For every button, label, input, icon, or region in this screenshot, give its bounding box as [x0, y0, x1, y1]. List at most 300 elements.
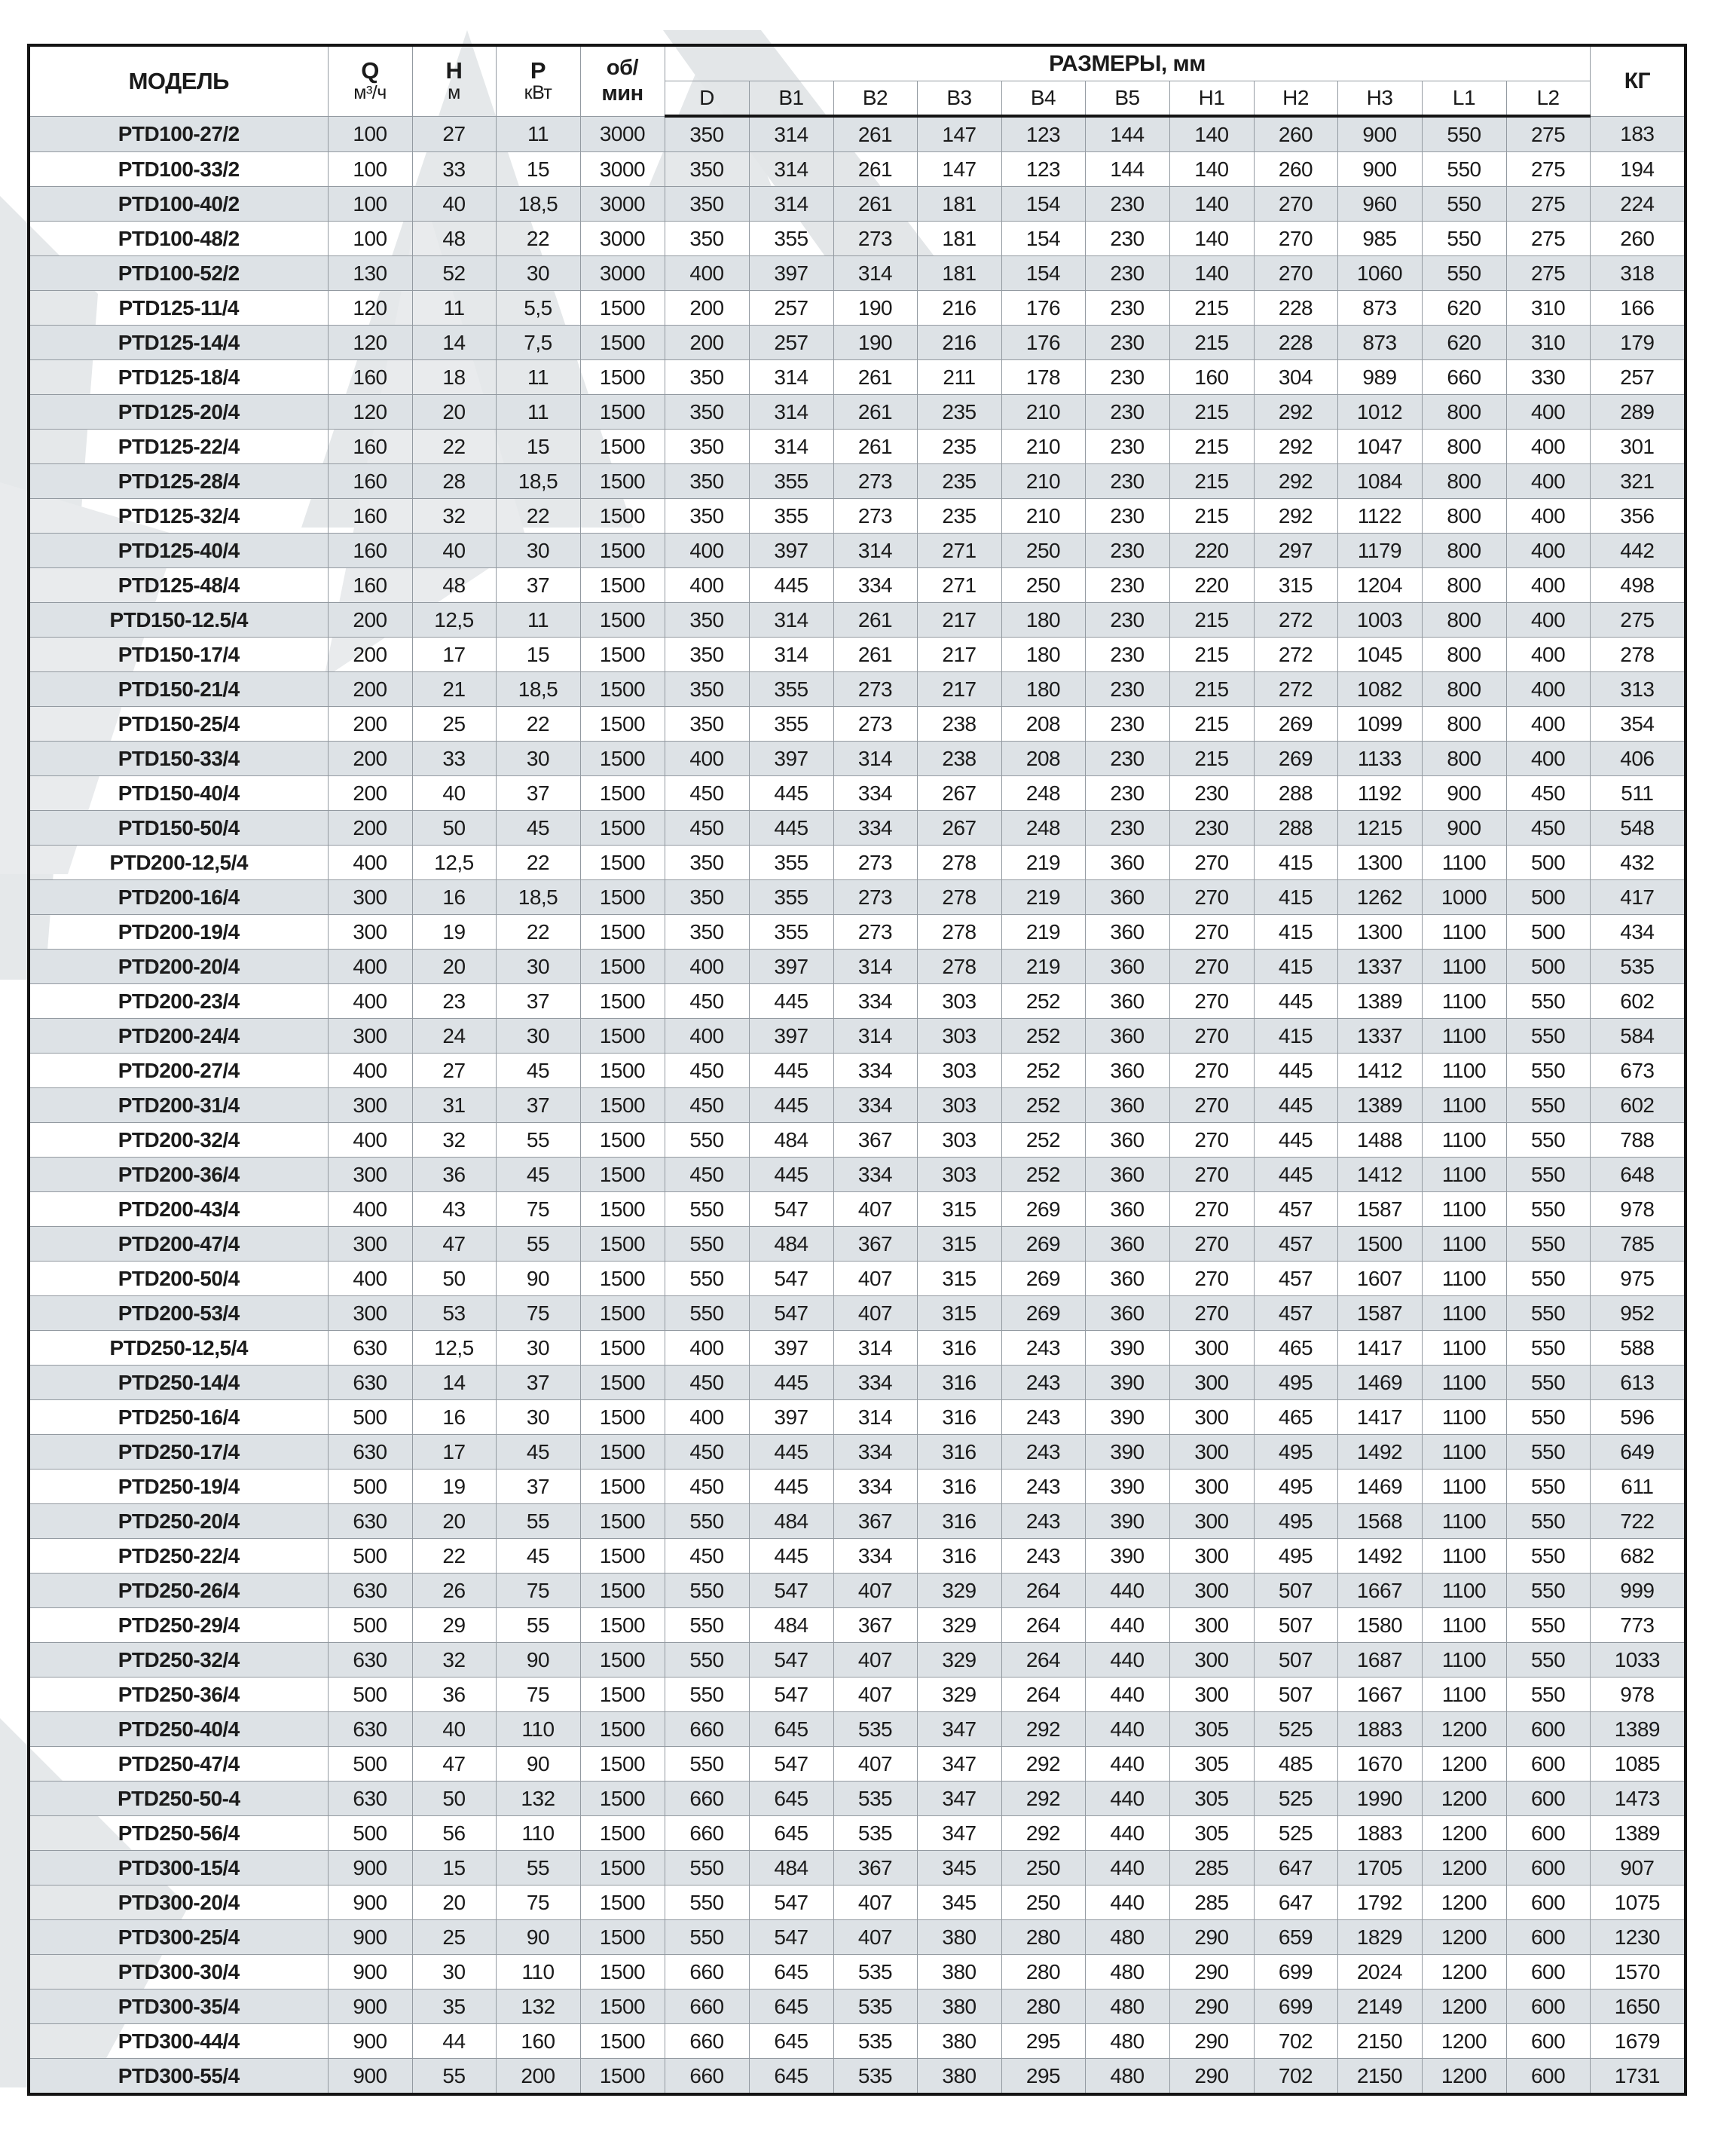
value-cell: 217 — [917, 603, 1001, 638]
value-cell: 176 — [1001, 326, 1085, 360]
value-cell: 445 — [1254, 1054, 1337, 1088]
value-cell: 334 — [833, 1088, 917, 1123]
value-cell: 269 — [1254, 707, 1337, 742]
model-cell: PTD200-36/4 — [29, 1158, 328, 1192]
value-cell: 210 — [1001, 395, 1085, 430]
model-cell: PTD200-47/4 — [29, 1227, 328, 1262]
value-cell: 355 — [749, 464, 833, 499]
value-cell: 347 — [917, 1747, 1001, 1782]
value-cell: 1200 — [1422, 1712, 1506, 1747]
value-cell: 400 — [1506, 638, 1590, 672]
value-cell: 248 — [1001, 811, 1085, 846]
value-cell: 230 — [1085, 811, 1169, 846]
value-cell: 450 — [1506, 811, 1590, 846]
value-cell: 367 — [833, 1123, 917, 1158]
value-cell: 230 — [1085, 187, 1169, 222]
model-cell: PTD100-52/2 — [29, 256, 328, 291]
value-cell: 45 — [496, 1539, 580, 1574]
value-cell: 406 — [1590, 742, 1686, 776]
value-cell: 224 — [1590, 187, 1686, 222]
value-cell: 500 — [328, 1678, 412, 1712]
value-cell: 400 — [665, 1019, 749, 1054]
value-cell: 37 — [496, 1088, 580, 1123]
table-row — [29, 256, 1686, 291]
value-cell: 1033 — [1590, 1643, 1686, 1678]
value-cell: 315 — [1254, 568, 1337, 603]
value-cell: 900 — [328, 2024, 412, 2059]
value-cell: 235 — [917, 499, 1001, 534]
value-cell: 300 — [328, 1296, 412, 1331]
value-cell: 20 — [412, 1504, 496, 1539]
value-cell: 278 — [917, 846, 1001, 880]
table-row — [29, 1331, 1686, 1366]
table-row — [29, 811, 1686, 846]
value-cell: 1500 — [580, 1435, 665, 1470]
value-cell: 397 — [749, 1019, 833, 1054]
value-cell: 230 — [1169, 811, 1254, 846]
value-cell: 434 — [1590, 915, 1686, 950]
value-cell: 800 — [1422, 603, 1506, 638]
value-cell: 1300 — [1337, 846, 1422, 880]
value-cell: 390 — [1085, 1400, 1169, 1435]
table-row — [29, 1608, 1686, 1643]
value-cell: 480 — [1085, 2024, 1169, 2059]
value-cell: 900 — [328, 1989, 412, 2024]
value-cell: 25 — [412, 1920, 496, 1955]
value-cell: 1337 — [1337, 950, 1422, 984]
value-cell: 90 — [496, 1747, 580, 1782]
model-cell: PTD100-33/2 — [29, 152, 328, 187]
value-cell: 330 — [1506, 360, 1590, 395]
value-cell: 45 — [496, 1054, 580, 1088]
value-cell: 160 — [496, 2024, 580, 2059]
value-cell: 300 — [1169, 1366, 1254, 1400]
value-cell: 300 — [328, 1019, 412, 1054]
value-cell: 75 — [496, 1296, 580, 1331]
table-row — [29, 222, 1686, 256]
value-cell: 300 — [1169, 1435, 1254, 1470]
value-cell: 550 — [1506, 1262, 1590, 1296]
model-cell: PTD125-18/4 — [29, 360, 328, 395]
value-cell: 660 — [665, 1712, 749, 1747]
value-cell: 1100 — [1422, 1643, 1506, 1678]
table-row — [29, 1296, 1686, 1331]
value-cell: 260 — [1590, 222, 1686, 256]
value-cell: 660 — [665, 1782, 749, 1816]
value-cell: 2150 — [1337, 2059, 1422, 2095]
value-cell: 1389 — [1337, 984, 1422, 1019]
value-cell: 160 — [328, 464, 412, 499]
value-cell: 400 — [1506, 430, 1590, 464]
value-cell: 5,5 — [496, 291, 580, 326]
value-cell: 1492 — [1337, 1539, 1422, 1574]
value-cell: 275 — [1590, 603, 1686, 638]
value-cell: 11 — [412, 291, 496, 326]
value-cell: 1060 — [1337, 256, 1422, 291]
value-cell: 27 — [412, 1054, 496, 1088]
value-cell: 535 — [1590, 950, 1686, 984]
value-cell: 645 — [749, 1816, 833, 1851]
value-cell: 132 — [496, 1989, 580, 2024]
value-cell: 181 — [917, 256, 1001, 291]
value-cell: 445 — [749, 1054, 833, 1088]
value-cell: 1417 — [1337, 1400, 1422, 1435]
value-cell: 230 — [1085, 326, 1169, 360]
value-cell: 380 — [917, 2059, 1001, 2095]
value-cell: 269 — [1001, 1262, 1085, 1296]
value-cell: 289 — [1590, 395, 1686, 430]
value-cell: 360 — [1085, 984, 1169, 1019]
value-cell: 1500 — [580, 1158, 665, 1192]
value-cell: 645 — [749, 1989, 833, 2024]
value-cell: 217 — [917, 638, 1001, 672]
value-cell: 550 — [665, 1296, 749, 1331]
value-cell: 270 — [1254, 222, 1337, 256]
value-cell: 445 — [749, 1158, 833, 1192]
value-cell: 360 — [1085, 846, 1169, 880]
model-cell: PTD150-33/4 — [29, 742, 328, 776]
value-cell: 535 — [833, 2024, 917, 2059]
value-cell: 210 — [1001, 430, 1085, 464]
value-cell: 1200 — [1422, 1782, 1506, 1816]
model-cell: PTD150-50/4 — [29, 811, 328, 846]
value-cell: 190 — [833, 326, 917, 360]
value-cell: 507 — [1254, 1608, 1337, 1643]
value-cell: 292 — [1001, 1712, 1085, 1747]
value-cell: 900 — [328, 1886, 412, 1920]
value-cell: 407 — [833, 1920, 917, 1955]
model-cell: PTD100-40/2 — [29, 187, 328, 222]
value-cell: 1500 — [580, 499, 665, 534]
value-cell: 1500 — [580, 1366, 665, 1400]
value-cell: 600 — [1506, 1747, 1590, 1782]
value-cell: 397 — [749, 1331, 833, 1366]
value-cell: 200 — [328, 742, 412, 776]
value-cell: 30 — [496, 1400, 580, 1435]
value-cell: 48 — [412, 568, 496, 603]
value-cell: 550 — [665, 1504, 749, 1539]
value-cell: 305 — [1169, 1712, 1254, 1747]
value-cell: 1100 — [1422, 915, 1506, 950]
value-cell: 1012 — [1337, 395, 1422, 430]
value-cell: 17 — [412, 1435, 496, 1470]
value-cell: 1100 — [1422, 1158, 1506, 1192]
value-cell: 272 — [1254, 603, 1337, 638]
value-cell: 397 — [749, 1400, 833, 1435]
value-cell: 22 — [496, 846, 580, 880]
value-cell: 315 — [917, 1192, 1001, 1227]
value-cell: 215 — [1169, 291, 1254, 326]
value-cell: 334 — [833, 776, 917, 811]
value-cell: 261 — [833, 360, 917, 395]
model-cell: PTD300-30/4 — [29, 1955, 328, 1989]
value-cell: 1100 — [1422, 1227, 1506, 1262]
value-cell: 215 — [1169, 326, 1254, 360]
value-cell: 1500 — [580, 2059, 665, 2095]
value-cell: 900 — [328, 1851, 412, 1886]
value-cell: 457 — [1254, 1296, 1337, 1331]
model-cell: PTD200-27/4 — [29, 1054, 328, 1088]
value-cell: 613 — [1590, 1366, 1686, 1400]
value-cell: 400 — [665, 256, 749, 291]
value-cell: 270 — [1169, 1192, 1254, 1227]
value-cell: 261 — [833, 116, 917, 152]
value-cell: 50 — [412, 1782, 496, 1816]
value-cell: 110 — [496, 1816, 580, 1851]
value-cell: 20 — [412, 950, 496, 984]
table-row — [29, 395, 1686, 430]
value-cell: 550 — [1506, 1504, 1590, 1539]
value-cell: 228 — [1254, 326, 1337, 360]
value-cell: 154 — [1001, 222, 1085, 256]
value-cell: 400 — [328, 1123, 412, 1158]
value-cell: 166 — [1590, 291, 1686, 326]
value-cell: 900 — [328, 2059, 412, 2095]
value-cell: 273 — [833, 222, 917, 256]
value-cell: 1500 — [580, 1782, 665, 1816]
value-cell: 200 — [665, 326, 749, 360]
value-cell: 360 — [1085, 1054, 1169, 1088]
value-cell: 300 — [1169, 1331, 1254, 1366]
table-row — [29, 2059, 1686, 2095]
value-cell: 292 — [1254, 464, 1337, 499]
model-cell: PTD200-50/4 — [29, 1262, 328, 1296]
value-cell: 900 — [1422, 811, 1506, 846]
value-cell: 500 — [1506, 846, 1590, 880]
value-cell: 1100 — [1422, 1504, 1506, 1539]
value-cell: 144 — [1085, 152, 1169, 187]
value-cell: 800 — [1422, 742, 1506, 776]
value-cell: 44 — [412, 2024, 496, 2059]
value-cell: 1500 — [580, 291, 665, 326]
value-cell: 547 — [749, 1678, 833, 1712]
table-row — [29, 1989, 1686, 2024]
value-cell: 176 — [1001, 291, 1085, 326]
value-cell: 1100 — [1422, 1123, 1506, 1158]
value-cell: 270 — [1169, 1088, 1254, 1123]
value-cell: 495 — [1254, 1504, 1337, 1539]
value-cell: 147 — [917, 152, 1001, 187]
value-cell: 600 — [1506, 1920, 1590, 1955]
value-cell: 360 — [1085, 1192, 1169, 1227]
value-cell: 270 — [1169, 1158, 1254, 1192]
value-cell: 334 — [833, 1158, 917, 1192]
value-cell: 235 — [917, 464, 1001, 499]
value-cell: 1792 — [1337, 1886, 1422, 1920]
value-cell: 347 — [917, 1816, 1001, 1851]
value-cell: 360 — [1085, 1227, 1169, 1262]
value-cell: 1337 — [1337, 1019, 1422, 1054]
value-cell: 380 — [917, 2024, 1001, 2059]
value-cell: 484 — [749, 1504, 833, 1539]
value-cell: 235 — [917, 395, 1001, 430]
value-cell: 290 — [1169, 1955, 1254, 1989]
value-cell: 1200 — [1422, 1955, 1506, 1989]
value-cell: 1192 — [1337, 776, 1422, 811]
value-cell: 550 — [665, 1123, 749, 1158]
value-cell: 15 — [412, 1851, 496, 1886]
value-cell: 960 — [1337, 187, 1422, 222]
value-cell: 334 — [833, 1539, 917, 1574]
value-cell: 55 — [496, 1851, 580, 1886]
value-cell: 900 — [1337, 152, 1422, 187]
value-cell: 16 — [412, 880, 496, 915]
value-cell: 415 — [1254, 846, 1337, 880]
value-cell: 280 — [1001, 1920, 1085, 1955]
value-cell: 1500 — [580, 1227, 665, 1262]
value-cell: 160 — [328, 360, 412, 395]
value-cell: 350 — [665, 395, 749, 430]
value-cell: 130 — [328, 256, 412, 291]
value-cell: 354 — [1590, 707, 1686, 742]
value-cell: 160 — [328, 534, 412, 568]
model-cell: PTD200-19/4 — [29, 915, 328, 950]
value-cell: 272 — [1254, 672, 1337, 707]
value-cell: 548 — [1590, 811, 1686, 846]
value-cell: 120 — [328, 395, 412, 430]
value-cell: 230 — [1085, 222, 1169, 256]
value-cell: 400 — [665, 950, 749, 984]
value-cell: 230 — [1085, 638, 1169, 672]
value-cell: 55 — [496, 1608, 580, 1643]
value-cell: 252 — [1001, 1158, 1085, 1192]
value-cell: 550 — [1506, 1192, 1590, 1227]
value-cell: 22 — [412, 1539, 496, 1574]
value-cell: 480 — [1085, 2059, 1169, 2095]
value-cell: 190 — [833, 291, 917, 326]
value-cell: 350 — [665, 499, 749, 534]
value-cell: 272 — [1254, 638, 1337, 672]
q-label: Q — [361, 57, 379, 84]
model-cell: PTD100-27/2 — [29, 116, 328, 152]
value-cell: 220 — [1169, 568, 1254, 603]
value-cell: 1492 — [1337, 1435, 1422, 1470]
value-cell: 1500 — [580, 1192, 665, 1227]
value-cell: 400 — [328, 950, 412, 984]
value-cell: 550 — [665, 1851, 749, 1886]
header-row-top — [29, 45, 1686, 81]
value-cell: 32 — [412, 1643, 496, 1678]
value-cell: 252 — [1001, 1088, 1085, 1123]
value-cell: 301 — [1590, 430, 1686, 464]
value-cell: 90 — [496, 1643, 580, 1678]
value-cell: 1687 — [1337, 1643, 1422, 1678]
value-cell: 314 — [833, 256, 917, 291]
value-cell: 243 — [1001, 1435, 1085, 1470]
value-cell: 1500 — [580, 1470, 665, 1504]
value-cell: 380 — [917, 1920, 1001, 1955]
dim-column-header: B4 — [1001, 81, 1085, 117]
value-cell: 484 — [749, 1123, 833, 1158]
value-cell: 445 — [749, 1366, 833, 1400]
value-cell: 445 — [749, 776, 833, 811]
value-cell: 154 — [1001, 256, 1085, 291]
table-row — [29, 1678, 1686, 1712]
value-cell: 550 — [1506, 1574, 1590, 1608]
value-cell: 314 — [749, 638, 833, 672]
table-row — [29, 291, 1686, 326]
table-row — [29, 1400, 1686, 1435]
value-cell: 440 — [1085, 1678, 1169, 1712]
value-cell: 285 — [1169, 1851, 1254, 1886]
value-cell: 43 — [412, 1192, 496, 1227]
value-cell: 445 — [1254, 1088, 1337, 1123]
value-cell: 290 — [1169, 2024, 1254, 2059]
value-cell: 1731 — [1590, 2059, 1686, 2095]
table-row — [29, 1366, 1686, 1400]
value-cell: 52 — [412, 256, 496, 291]
value-cell: 290 — [1169, 1989, 1254, 2024]
value-cell: 280 — [1001, 1955, 1085, 1989]
value-cell: 270 — [1254, 187, 1337, 222]
value-cell: 390 — [1085, 1539, 1169, 1574]
value-cell: 400 — [665, 1331, 749, 1366]
value-cell: 355 — [749, 880, 833, 915]
value-cell: 248 — [1001, 776, 1085, 811]
value-cell: 360 — [1085, 880, 1169, 915]
model-cell: PTD125-48/4 — [29, 568, 328, 603]
value-cell: 260 — [1254, 152, 1337, 187]
value-cell: 3000 — [580, 116, 665, 152]
value-cell: 999 — [1590, 1574, 1686, 1608]
dim-column-header: B2 — [833, 81, 917, 117]
value-cell: 347 — [917, 1782, 1001, 1816]
value-cell: 367 — [833, 1227, 917, 1262]
value-cell: 535 — [833, 1816, 917, 1851]
value-cell: 2149 — [1337, 1989, 1422, 2024]
value-cell: 400 — [1506, 395, 1590, 430]
value-cell: 450 — [665, 984, 749, 1019]
value-cell: 210 — [1001, 499, 1085, 534]
value-cell: 334 — [833, 1366, 917, 1400]
value-cell: 30 — [496, 742, 580, 776]
value-cell: 645 — [749, 1712, 833, 1747]
value-cell: 450 — [665, 1158, 749, 1192]
value-cell: 600 — [1506, 1886, 1590, 1920]
value-cell: 400 — [1506, 499, 1590, 534]
value-cell: 1607 — [1337, 1262, 1422, 1296]
value-cell: 18,5 — [496, 187, 580, 222]
value-cell: 1500 — [580, 1123, 665, 1158]
value-cell: 1500 — [1337, 1227, 1422, 1262]
table-row — [29, 603, 1686, 638]
value-cell: 310 — [1506, 326, 1590, 360]
value-cell: 773 — [1590, 1608, 1686, 1643]
value-cell: 1488 — [1337, 1123, 1422, 1158]
value-cell: 1200 — [1422, 1747, 1506, 1782]
value-cell: 243 — [1001, 1400, 1085, 1435]
value-cell: 303 — [917, 1054, 1001, 1088]
value-cell: 53 — [412, 1296, 496, 1331]
value-cell: 269 — [1001, 1227, 1085, 1262]
model-cell: PTD250-16/4 — [29, 1400, 328, 1435]
value-cell: 588 — [1590, 1331, 1686, 1366]
value-cell: 216 — [917, 326, 1001, 360]
table-row — [29, 1574, 1686, 1608]
table-row — [29, 707, 1686, 742]
value-cell: 305 — [1169, 1782, 1254, 1816]
value-cell: 547 — [749, 1574, 833, 1608]
model-cell: PTD125-40/4 — [29, 534, 328, 568]
value-cell: 1500 — [580, 1019, 665, 1054]
value-cell: 350 — [665, 187, 749, 222]
value-cell: 1500 — [580, 880, 665, 915]
value-cell: 550 — [665, 1886, 749, 1920]
value-cell: 648 — [1590, 1158, 1686, 1192]
value-cell: 334 — [833, 811, 917, 846]
value-cell: 630 — [328, 1504, 412, 1539]
value-cell: 261 — [833, 430, 917, 464]
